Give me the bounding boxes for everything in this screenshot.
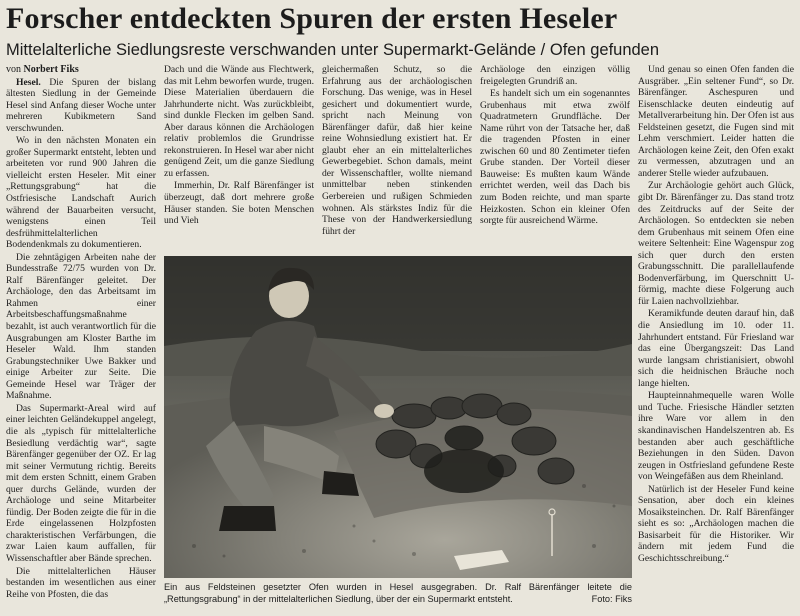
excavation-photo (164, 256, 632, 578)
headline: Forscher entdeckten Spuren der ersten Heseler (6, 2, 618, 35)
byline (6, 64, 156, 76)
paragraph: Die mittelalterlichen Häuser bestanden im wesentlichen aus einer Reihe von Pfosten, die das (6, 565, 156, 600)
byline-author: Norbert Fiks (23, 64, 79, 75)
paragraph: Das Supermarkt-Areal wird auf einer leichten Geländekuppel angelegt, die als „typisch für mittelalterliche Besiedlung verdächtig war“, sagte Bärenfänger gegenüber der OZ. Er lag mit seiner Vermutung richtig. Bereits mit dem ersten Schnitt, einem Graben quer durchs Gelände, wurden der Archäologe und seine Mitarbeiter fündig. Der Boden zeigte die für in die Erde eingelassenen Holzpfosten charakteristischen Verfärbungen, die zwar Laien kaum auffallen, für Wissenschaftler aber Bände sprechen. (6, 402, 156, 564)
paragraph: Haupteinnahmequelle waren Wolle und Tuche. Friesische Händler setzten ihre Ware vor allem in den skandinavischen Handelszentren ab. Es bestanden aber auch geschäftliche Beziehungen in den Süden. Davon zeugen in Ostfriesland gefundene Reste von Weingefäßen aus dem Rheinland. (638, 390, 794, 483)
paragraph: Immerhin, Dr. Ralf Bärenfänger ist überzeugt, daß dort mehrere große Häuser standen. Sie boten Menschen und Vieh (164, 180, 314, 227)
photo-credit: Foto: Fiks (591, 593, 632, 604)
article-column-4 (480, 64, 630, 254)
paragraph: Dach und die Wände aus Flechtwerk, das mit Lehm beworfen wurde, trugen. Diese Materialien überdauern die Jahrhunderte nicht. Was zurückbleibt, sind dunkle Flecken im gelben Sand. Aber daraus können die Archäologen relativ problemlos die Grundrisse rekonstruieren. In Hesel war aber nicht genügend Zeit, um die ganze Siedlung zu erfassen. (164, 64, 314, 179)
dateline: Hesel. (16, 76, 41, 88)
paragraph: gleichermaßen Schutz, so die Erfahrung aus der archäologischen Forschung. Das wenige, was in Hesel gesichert und dokumentiert wurde, spricht nach Meinung von Bärenfänger dafür, daß hier keine reine Wohnsiedlung existiert hat. Er glaubt eher an ein mittelalterliches Gewerbegebiet. Schon damals, meint der Wissenschaftler, wollte niemand unmittelbar neben stinkenden Gerbereien und rußigen Schmieden wohnen. Als stärkstes Indiz für die These von der Handwerkersiedlung führt der (322, 64, 472, 237)
article-column-2 (164, 64, 314, 254)
paragraph-text: Die Spuren der bislang ältesten Siedlung in der Gemeinde Hesel sind Anfang dieser Woche unter mehreren Kubikmetern Sand verschwunden. (6, 76, 156, 134)
paragraph (6, 77, 156, 135)
article-column-5 (638, 64, 794, 610)
article-column-3 (322, 64, 472, 254)
excavation-photo-image (164, 256, 632, 578)
paragraph: Und genau so einen Ofen fanden die Ausgräber. „Ein seltener Fund“, so Dr. Bärenfänger. Aschespuren und Eisenschlacke deuten eindeutig auf Metallverarbeitung hin. Der Ofen ist aus Feldsteinen gesetzt, die Fugen sind mit Lehm verschmiert. Leider hatten die Archäologen keine Zeit, den Ofen exakt zu vermessen, abzutragen und an anderer Stelle wieder aufzubauen. (638, 64, 794, 179)
paragraph: Es handelt sich um ein sogenanntes Grubenhaus mit etwa zwölf Quadratmetern Grundfläche. Der Name rührt von der Tatsache her, daß die tragenden Pfosten in einer zwischen 60 und 80 Zentimeter tiefen Grube standen. Der Vorteil dieser Bauweise: Es mußten kaum Wände errichtet werden, weil das Dach bis zum Boden reichte, und man sparte Heizkosten. Schon ein kleiner Ofen sorgte für ausreichend Wärme. (480, 88, 630, 227)
paragraph: Natürlich ist der Heseler Fund keine Sensation, aber doch ein kleines Mosaiksteinchen. Dr. Ralf Bärenfänger sieht es so: „Archäologen machen die Basisarbeit für die Historiker. Wir ändern mit jedem Fund die Geschichtsschreibung.“ (638, 483, 794, 564)
subheadline: Mittelalterliche Siedlungsreste verschwanden unter Supermarkt-Gelände / Ofen gefunden (6, 41, 660, 59)
paragraph: Wo in den nächsten Monaten ein großer Supermarkt entsteht, lebten und arbeiteten vor rund 900 Jahren die vielleicht ersten Heseler. Mit einer „Rettungsgrabung“ hat die Ostfriesische Landschaft Aurich während der Bauarbeiten versucht, wenigstens einen Teil desfrühmittelalterlichen Bodendenkmals zu dokumentieren. (6, 135, 156, 251)
paragraph: Die zehntägigen Arbeiten nahe der Bundesstraße 72/75 wurden von Dr. Ralf Bärenfänger geleitet. Der Archäologe, den das Arbeitsamt im Rahmen einer Arbeitsbeschaffungsmaßnahme bezahlt, ist auch verantwortlich für die Ausgrabungen am Kloster Barthe im Heseler Wald. Ihm standen Grabungstechniker Uwe Bakker und einige Arbeiter zur Seite. Die Gemeinde Hesel war Träger der Maßnahme. (6, 251, 156, 402)
caption-text: Ein aus Feldsteinen gesetzter Ofen wurden in Hesel ausgegraben. Dr. Ralf Bärenfänger leitete die „Rettungsgrabung“ in der mittelalterlichen Siedlung, über der ein Supermarkt entsteht. (164, 582, 632, 604)
paragraph: Keramikfunde deuten darauf hin, daß die Ansiedlung im 10. oder 11. Jahrhundert entstand. Für Friesland war das eine Übergangszeit: Das Land wurde langsam christianisiert, obwohl sich die heidnischen Bräuche noch lange hielten. (638, 308, 794, 389)
paragraph: Archäologe den einzigen völlig freigelegten Grundriß an. (480, 64, 630, 87)
paragraph: Zur Archäologie gehört auch Glück, gibt Dr. Bärenfänger zu. Das stand trotz des Zeitdrucks auf der Seite der Archäologen. So entdeckten sie neben dem Grubenhaus mit seinem Ofen eine weitere Seltenheit: Eine Wagenspur zog sich quer durch den ersten Grabungsschnitt. Die parallellaufende Bodenverfärbung, im Querschnitt U-förmig, machte diese Folgerung auch für Laien nachvollziehbar. (638, 180, 794, 307)
photo-caption (164, 582, 632, 605)
article-column-1 (6, 64, 156, 610)
byline-prefix: von (6, 64, 21, 75)
